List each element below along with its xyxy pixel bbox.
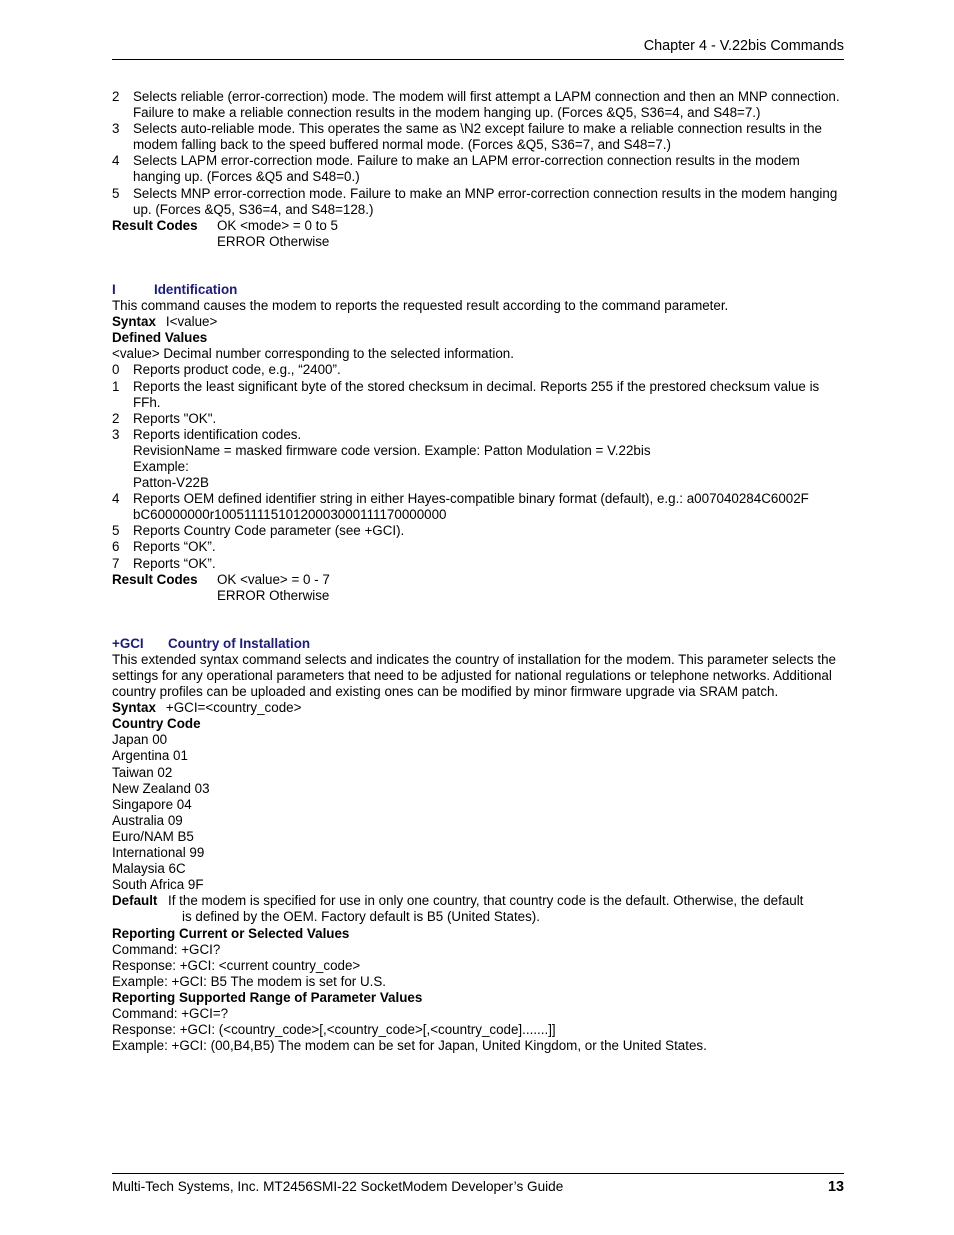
- default-line: is defined by the OEM. Factory default is B5 (United States).: [182, 909, 540, 925]
- item-number: 5: [112, 185, 120, 201]
- defined-values-label: Defined Values: [112, 330, 208, 346]
- supported-line: Example: +GCI: (00,B4,B5) The modem can be set for Japan, United Kingdom, or the United States.: [112, 1038, 707, 1054]
- country-item: South Africa 9F: [112, 877, 204, 893]
- chapter-title: Chapter 4 - V.22bis Commands: [643, 38, 844, 54]
- default-label: Default: [112, 893, 158, 909]
- footer-text: Multi-Tech Systems, Inc. MT2456SMI-22 SocketModem Developer’s Guide: [112, 1179, 564, 1194]
- result-codes: [112, 572, 844, 604]
- supported-line: Response: +GCI: (<country_code>[,<country_code>[,<country_code].......]]: [112, 1022, 556, 1038]
- item-number: 4: [112, 491, 120, 507]
- result-code-line: ERROR Otherwise: [217, 233, 330, 249]
- default-text: [168, 893, 803, 925]
- result-codes: [112, 218, 844, 250]
- item-text: Reports identification codes.: [133, 426, 302, 442]
- result-code-line: OK <value> = 0 - 7: [217, 571, 330, 587]
- country-item: New Zealand 03: [112, 780, 210, 796]
- item-text: Reports “OK”.: [133, 555, 216, 571]
- item-text: Reports Country Code parameter (see +GCI).: [133, 523, 405, 539]
- section-title: Country of Installation: [168, 635, 311, 651]
- list-item: [112, 411, 844, 427]
- country-item: International 99: [112, 845, 205, 861]
- section-description: This extended syntax command selects and indicates the country of installation for the modem. This parameter selects the settings for any operational parameters that need to be adjusted for national regulations or telephone networks. Additional country profiles can be uploaded and existing ones can be modified by minor firmware upgrade via SRAM patch.: [112, 651, 836, 700]
- value-description: <value> Decimal number corresponding to the selected information.: [112, 346, 514, 362]
- page-number: 13: [827, 1179, 844, 1195]
- reporting-line: Command: +GCI?: [112, 941, 221, 957]
- list-item: [112, 362, 844, 378]
- item-text: Reports product code, e.g., “2400”.: [133, 362, 341, 378]
- syntax-label: Syntax: [112, 700, 156, 716]
- item-text: Selects LAPM error-correction mode. Failure to make an LAPM error-correction connection results in the modem hanging up. (Forces &Q5 and S48=0.): [133, 153, 800, 185]
- default-block: [112, 893, 844, 925]
- item-detail: Example:: [133, 458, 189, 474]
- section-heading-gci: [112, 636, 844, 652]
- syntax-line: [112, 314, 844, 330]
- syntax-line: [112, 700, 844, 716]
- result-codes-values: [217, 218, 338, 250]
- reporting-supported-label: Reporting Supported Range of Parameter Values: [112, 989, 423, 1005]
- list-item: [112, 121, 844, 153]
- country-item: Taiwan 02: [112, 764, 173, 780]
- list-item: [112, 186, 844, 218]
- item-text: Reports "OK".: [133, 410, 217, 426]
- syntax-value: I<value>: [165, 314, 218, 330]
- item-number: 3: [112, 121, 120, 137]
- reporting-line: Example: +GCI: B5 The modem is set for U.S.: [112, 973, 386, 989]
- syntax-value: +GCI=<country_code>: [165, 700, 302, 716]
- supported-line: Command: +GCI=?: [112, 1005, 229, 1021]
- list-item: [112, 539, 844, 555]
- section-code: I: [112, 281, 116, 297]
- syntax-label: Syntax: [112, 314, 156, 330]
- list-item: [112, 153, 844, 185]
- top-list: [112, 89, 844, 218]
- item-number: 2: [112, 89, 120, 104]
- country-item: Australia 09: [112, 812, 183, 828]
- result-codes-label: Result Codes: [112, 571, 198, 587]
- list-item: [112, 379, 844, 411]
- reporting-current-label: Reporting Current or Selected Values: [112, 925, 350, 941]
- item-number: 0: [112, 362, 120, 378]
- country-item: Singapore 04: [112, 796, 192, 812]
- result-code-line: ERROR Otherwise: [217, 587, 330, 603]
- list-item: [112, 427, 844, 443]
- section-description: This command causes the modem to reports the requested result according to the command parameter.: [112, 298, 729, 314]
- country-item: Euro/NAM B5: [112, 828, 194, 844]
- item-text: Reports “OK”.: [133, 539, 216, 555]
- result-code-line: OK <mode> = 0 to 5: [217, 217, 338, 233]
- item-text: Reports OEM defined identifier string in either Hayes-compatible binary format (default), e.g.: a007040284C6002F bC60000000r1005111151012000300011117000000​0: [133, 491, 809, 523]
- country-item: Argentina 01: [112, 748, 188, 764]
- list-item: [112, 491, 844, 523]
- item-text: Reports the least significant byte of the stored checksum in decimal. Reports 255 if the prestored checksum value is FFh.: [133, 378, 820, 410]
- result-codes-values: [217, 572, 330, 604]
- country-item: Japan 00: [112, 732, 168, 748]
- reporting-line: Response: +GCI: <current country_code>: [112, 957, 361, 973]
- item-detail: Patton-V22B: [133, 475, 209, 491]
- list-item: [112, 89, 844, 121]
- country-item: Malaysia 6C: [112, 861, 186, 877]
- page-header: [112, 38, 844, 60]
- country-list: [112, 732, 844, 893]
- section-code: +GCI: [112, 635, 144, 651]
- item-detail: RevisionName = masked firmware code version. Example: Patton Modulation = V.22bis: [133, 442, 651, 458]
- default-line: If the modem is specified for use in only one country, that country code is the default. Otherwise, the default: [168, 893, 804, 909]
- item-number: 1: [112, 378, 120, 394]
- item-text: Selects auto-reliable mode. This operates the same as \N2 except failure to make a reliable connection results in the modem falling back to the speed buffered normal mode. (Forces &Q5, S36=7, and S48=7.): [133, 121, 822, 153]
- item-text: Selects reliable (error-correction) mode. The modem will first attempt a LAPM connection and then an MNP connection. Failure to make a reliable connection results in the modem hanging up. (Forces &Q5, S36=4, and S48=7.): [133, 89, 840, 121]
- page-body: [112, 89, 844, 1054]
- item-number: 6: [112, 539, 120, 555]
- item-number: 7: [112, 555, 120, 571]
- item-number: 2: [112, 410, 120, 426]
- section-title: Identification: [154, 281, 238, 297]
- item-number: 3: [112, 426, 120, 442]
- item-text: Selects MNP error-correction mode. Failure to make an MNP error-correction connection results in the modem hanging up. (Forces &Q5, S36=4, and S48=128.): [133, 185, 838, 217]
- section-heading-identification: [112, 282, 844, 298]
- item-number: 4: [112, 153, 120, 169]
- country-code-label: Country Code: [112, 716, 201, 732]
- result-codes-label: Result Codes: [112, 217, 198, 233]
- page-footer: [112, 1173, 844, 1195]
- list-item: [112, 556, 844, 572]
- item-number: 5: [112, 523, 120, 539]
- list-item: [112, 523, 844, 539]
